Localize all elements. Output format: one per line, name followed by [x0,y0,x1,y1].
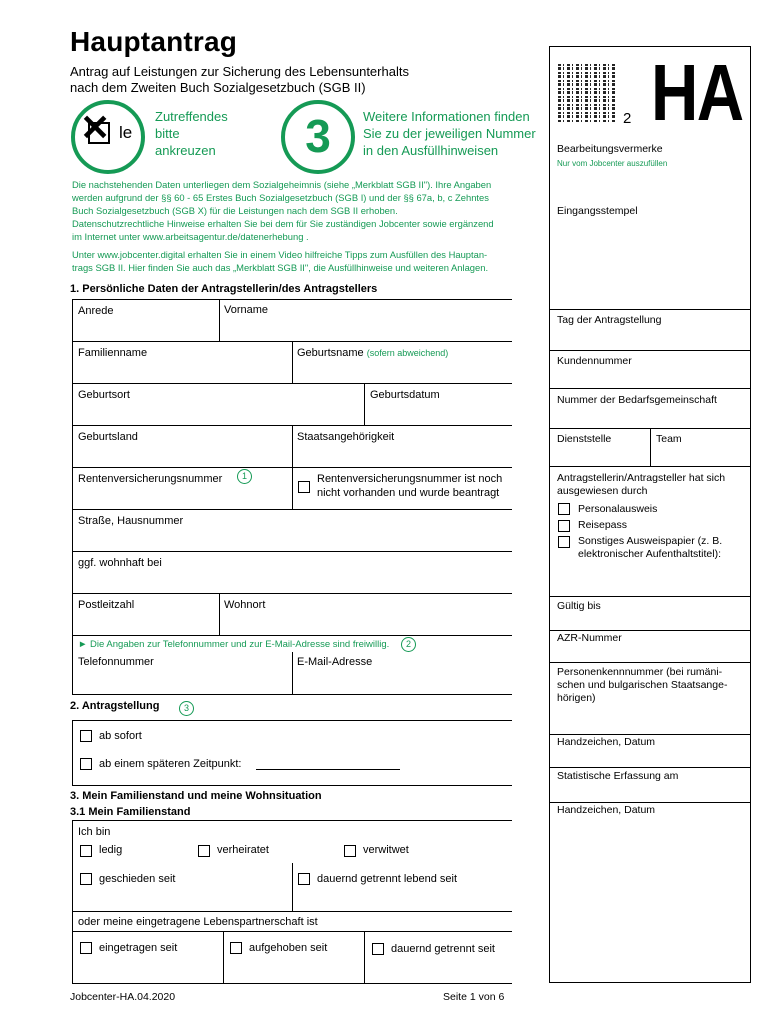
divider [292,341,293,383]
info-number-1: 1 [237,469,252,484]
section3-1-heading: 3.1 Mein Familienstand [70,806,191,818]
divider [292,652,293,694]
partner-getrennt-label: dauernd getrennt seit [391,943,495,955]
divider [72,635,512,636]
geburtsort-field[interactable]: Geburtsort [78,389,130,401]
page-subtitle: Antrag auf Leistungen zur Sicherung des Lebensunterhalts nach dem Zweiten Buch Sozialgesetzbuch (SGB II) [70,64,409,95]
info-number-2: 2 [401,637,416,652]
divider [364,383,365,425]
divider [72,694,512,695]
ledig-checkbox[interactable] [80,845,92,857]
verwitwet-checkbox[interactable] [344,845,356,857]
wohnhaft-bei-field[interactable]: ggf. wohnhaft bei [78,557,162,569]
ausweis-label: Antragstellerin/Antragsteller hat sich ausgewiesen durch [557,472,726,497]
section2-heading: 2. Antragstellung [70,700,160,712]
page-title: Hauptantrag [70,26,238,57]
divider [72,931,512,932]
bearbeitung-hint: Nur vom Jobcenter auszufüllen [557,159,668,168]
divider [219,299,220,341]
check-hint: Zutreffendes bitte ankreuzen [155,109,228,158]
aufgehoben-checkbox[interactable] [230,942,242,954]
divider [219,593,220,635]
divider [72,720,512,721]
rvnr-not-available-label: Rentenversicherungsnummer ist noch nicht vorhanden und wurde beantragt [317,473,503,499]
datenerhebung-link[interactable]: www.arbeitsagentur.de/datenerhebung [142,231,304,242]
rentenversicherungsnummer-field[interactable]: Rentenversicherungsnummer [78,473,223,485]
divider [72,467,512,468]
divider [549,596,751,597]
staatsangehoerigkeit-field[interactable]: Staatsangehörigkeit [297,431,395,443]
personenkennnummer-field[interactable]: Personenkennnummer (bei rumäni- schen und bulgarischen Staatsange- hörigen) [557,666,728,704]
divider [650,428,651,466]
info-number-3: 3 [179,701,194,716]
divider [364,931,365,983]
verheiratet-checkbox[interactable] [198,845,210,857]
divider [223,931,224,983]
page-number: Seite 1 von 6 [443,991,505,1003]
handzeichen-datum-2-field[interactable]: Handzeichen, Datum [557,804,656,816]
reisepass-checkbox[interactable] [558,520,570,532]
personalausweis-label: Personalausweis [578,503,658,515]
getrennt-lebend-label: dauernd getrennt lebend seit [317,873,458,885]
section1-heading: 1. Persönliche Daten der Antragstellerin/des Antragstellers [70,283,378,295]
gueltig-bis-field[interactable]: Gültig bis [557,600,601,612]
divider [549,802,751,803]
ich-bin-label: Ich bin [78,826,111,838]
divider [549,630,751,631]
divider [549,309,751,310]
dienststelle-field[interactable]: Dienststelle [557,433,612,445]
telefonnummer-field[interactable]: Telefonnummer [78,656,154,668]
check-example-cross-icon: ✕ [80,107,111,148]
divider [72,593,512,594]
ab-sofort-checkbox[interactable] [80,730,92,742]
familienname-field[interactable]: Familienname [78,347,148,359]
jobcenter-digital-link[interactable]: www.jobcenter.digital [97,249,186,260]
barcode-overlay [558,64,616,122]
number-example-digit: 3 [305,110,331,162]
anrede-field[interactable]: Anrede [78,305,114,317]
check-example-text: le [119,123,133,142]
reisepass-label: Reisepass [578,519,628,531]
eingetragen-checkbox[interactable] [80,942,92,954]
personalausweis-checkbox[interactable] [558,503,570,515]
divider [72,383,512,384]
tag-antragstellung-field[interactable]: Tag der Antragstellung [557,314,662,326]
ha-mark: HA [651,48,743,137]
bedarfsgemeinschaft-field[interactable]: Nummer der Bedarfsgemeinschaft [557,394,717,406]
divider [72,509,512,510]
ledig-label: ledig [99,844,123,856]
handzeichen-datum-1-field[interactable]: Handzeichen, Datum [557,736,656,748]
divider [72,820,73,983]
geschieden-checkbox[interactable] [80,873,92,885]
divider [72,785,512,786]
section3-heading: 3. Mein Familienstand und meine Wohnsituation [70,790,322,802]
divider [549,388,751,389]
divider [72,720,73,785]
postleitzahl-field[interactable]: Postleitzahl [78,599,135,611]
aufgehoben-label: aufgehoben seit [249,942,328,954]
spaeter-label: ab einem späteren Zeitpunkt: [99,758,242,770]
geburtsname-field[interactable]: Geburtsname (sofern abweichend) [297,347,449,359]
statistische-erfassung-field[interactable]: Statistische Erfassung am [557,770,679,782]
spaeter-checkbox[interactable] [80,758,92,770]
getrennt-lebend-checkbox[interactable] [298,873,310,885]
divider [292,863,293,911]
sonstiges-ausweis-checkbox[interactable] [558,536,570,548]
number-hint: Weitere Informationen finden Sie zu der jeweiligen Nummer in den Ausfüllhinweisen [363,109,536,158]
email-field[interactable]: E-Mail-Adresse [297,656,373,668]
eingangsstempel-field[interactable]: Eingangsstempel [557,205,638,217]
bearbeitung-label: Bearbeitungsvermerke [557,143,663,155]
divider [72,983,512,984]
privacy-notice: Die nachstehenden Daten unterliegen dem Sozialgeheimnis (siehe „Merkblatt SGB II"). Ihre Angaben werden aufgrund der §§ 60 - 65 Erstes Buch Sozialgesetzbuch (SGB I) und der §§ 67a, b, c Zehntes Buch Sozialgesetzbuch (SGB X) für die Leistungen nach dem SGB II erhoben. Datenschutzrechtliche Hinweise erhalten Sie bei dem für Sie zuständigen Jobcenter sowie ergänzend im Internet unter www.arbeitsagentur.de/datenerhebung . [72,179,494,242]
divider [549,466,751,467]
divider [549,767,751,768]
geburtsdatum-field[interactable]: Geburtsdatum [370,389,440,401]
form-id: Jobcenter-HA.04.2020 [70,991,176,1003]
ab-sofort-label: ab sofort [99,730,142,742]
geschieden-label: geschieden seit [99,873,176,885]
strasse-field[interactable]: Straße, Hausnummer [78,515,184,527]
geburtsland-field[interactable]: Geburtsland [78,431,138,443]
divider [549,350,751,351]
kundennummer-field[interactable]: Kundennummer [557,355,632,367]
verheiratet-label: verheiratet [217,844,269,856]
team-field[interactable]: Team [656,433,682,445]
rvnr-not-available-checkbox[interactable] [298,481,310,493]
divider [72,911,512,912]
video-notice: Unter www.jobcenter.digital erhalten Sie in einem Video hilfreiche Tipps zum Ausfüllen des Hauptan- trags SGB II. Hier finden Sie auch das „Merkblatt SGB II", die Ausfüllhinweise und weiteren Anlagen. [72,249,489,273]
divider [72,299,512,300]
partner-getrennt-checkbox[interactable] [372,943,384,955]
divider [72,820,512,821]
divider [549,734,751,735]
partnerschaft-label: oder meine eingetragene Lebenspartnerschaft ist [78,916,318,928]
vorname-field[interactable]: Vorname [224,304,269,316]
azr-nummer-field[interactable]: AZR-Nummer [557,632,622,644]
divider [72,551,512,552]
wohnort-field[interactable]: Wohnort [224,599,266,611]
phone-email-hint: ► Die Angaben zur Telefonnummer und zur E-Mail-Adresse sind freiwillig. [78,639,390,650]
sonstiges-ausweis-label: Sonstiges Ausweispapier (z. B. elektronischer Aufenthaltstitel): [578,535,723,560]
ha-digit: 2 [623,110,632,127]
verwitwet-label: verwitwet [363,844,409,856]
divider [549,662,751,663]
spaeter-date-input[interactable] [256,769,400,770]
eingetragen-label: eingetragen seit [99,942,178,954]
